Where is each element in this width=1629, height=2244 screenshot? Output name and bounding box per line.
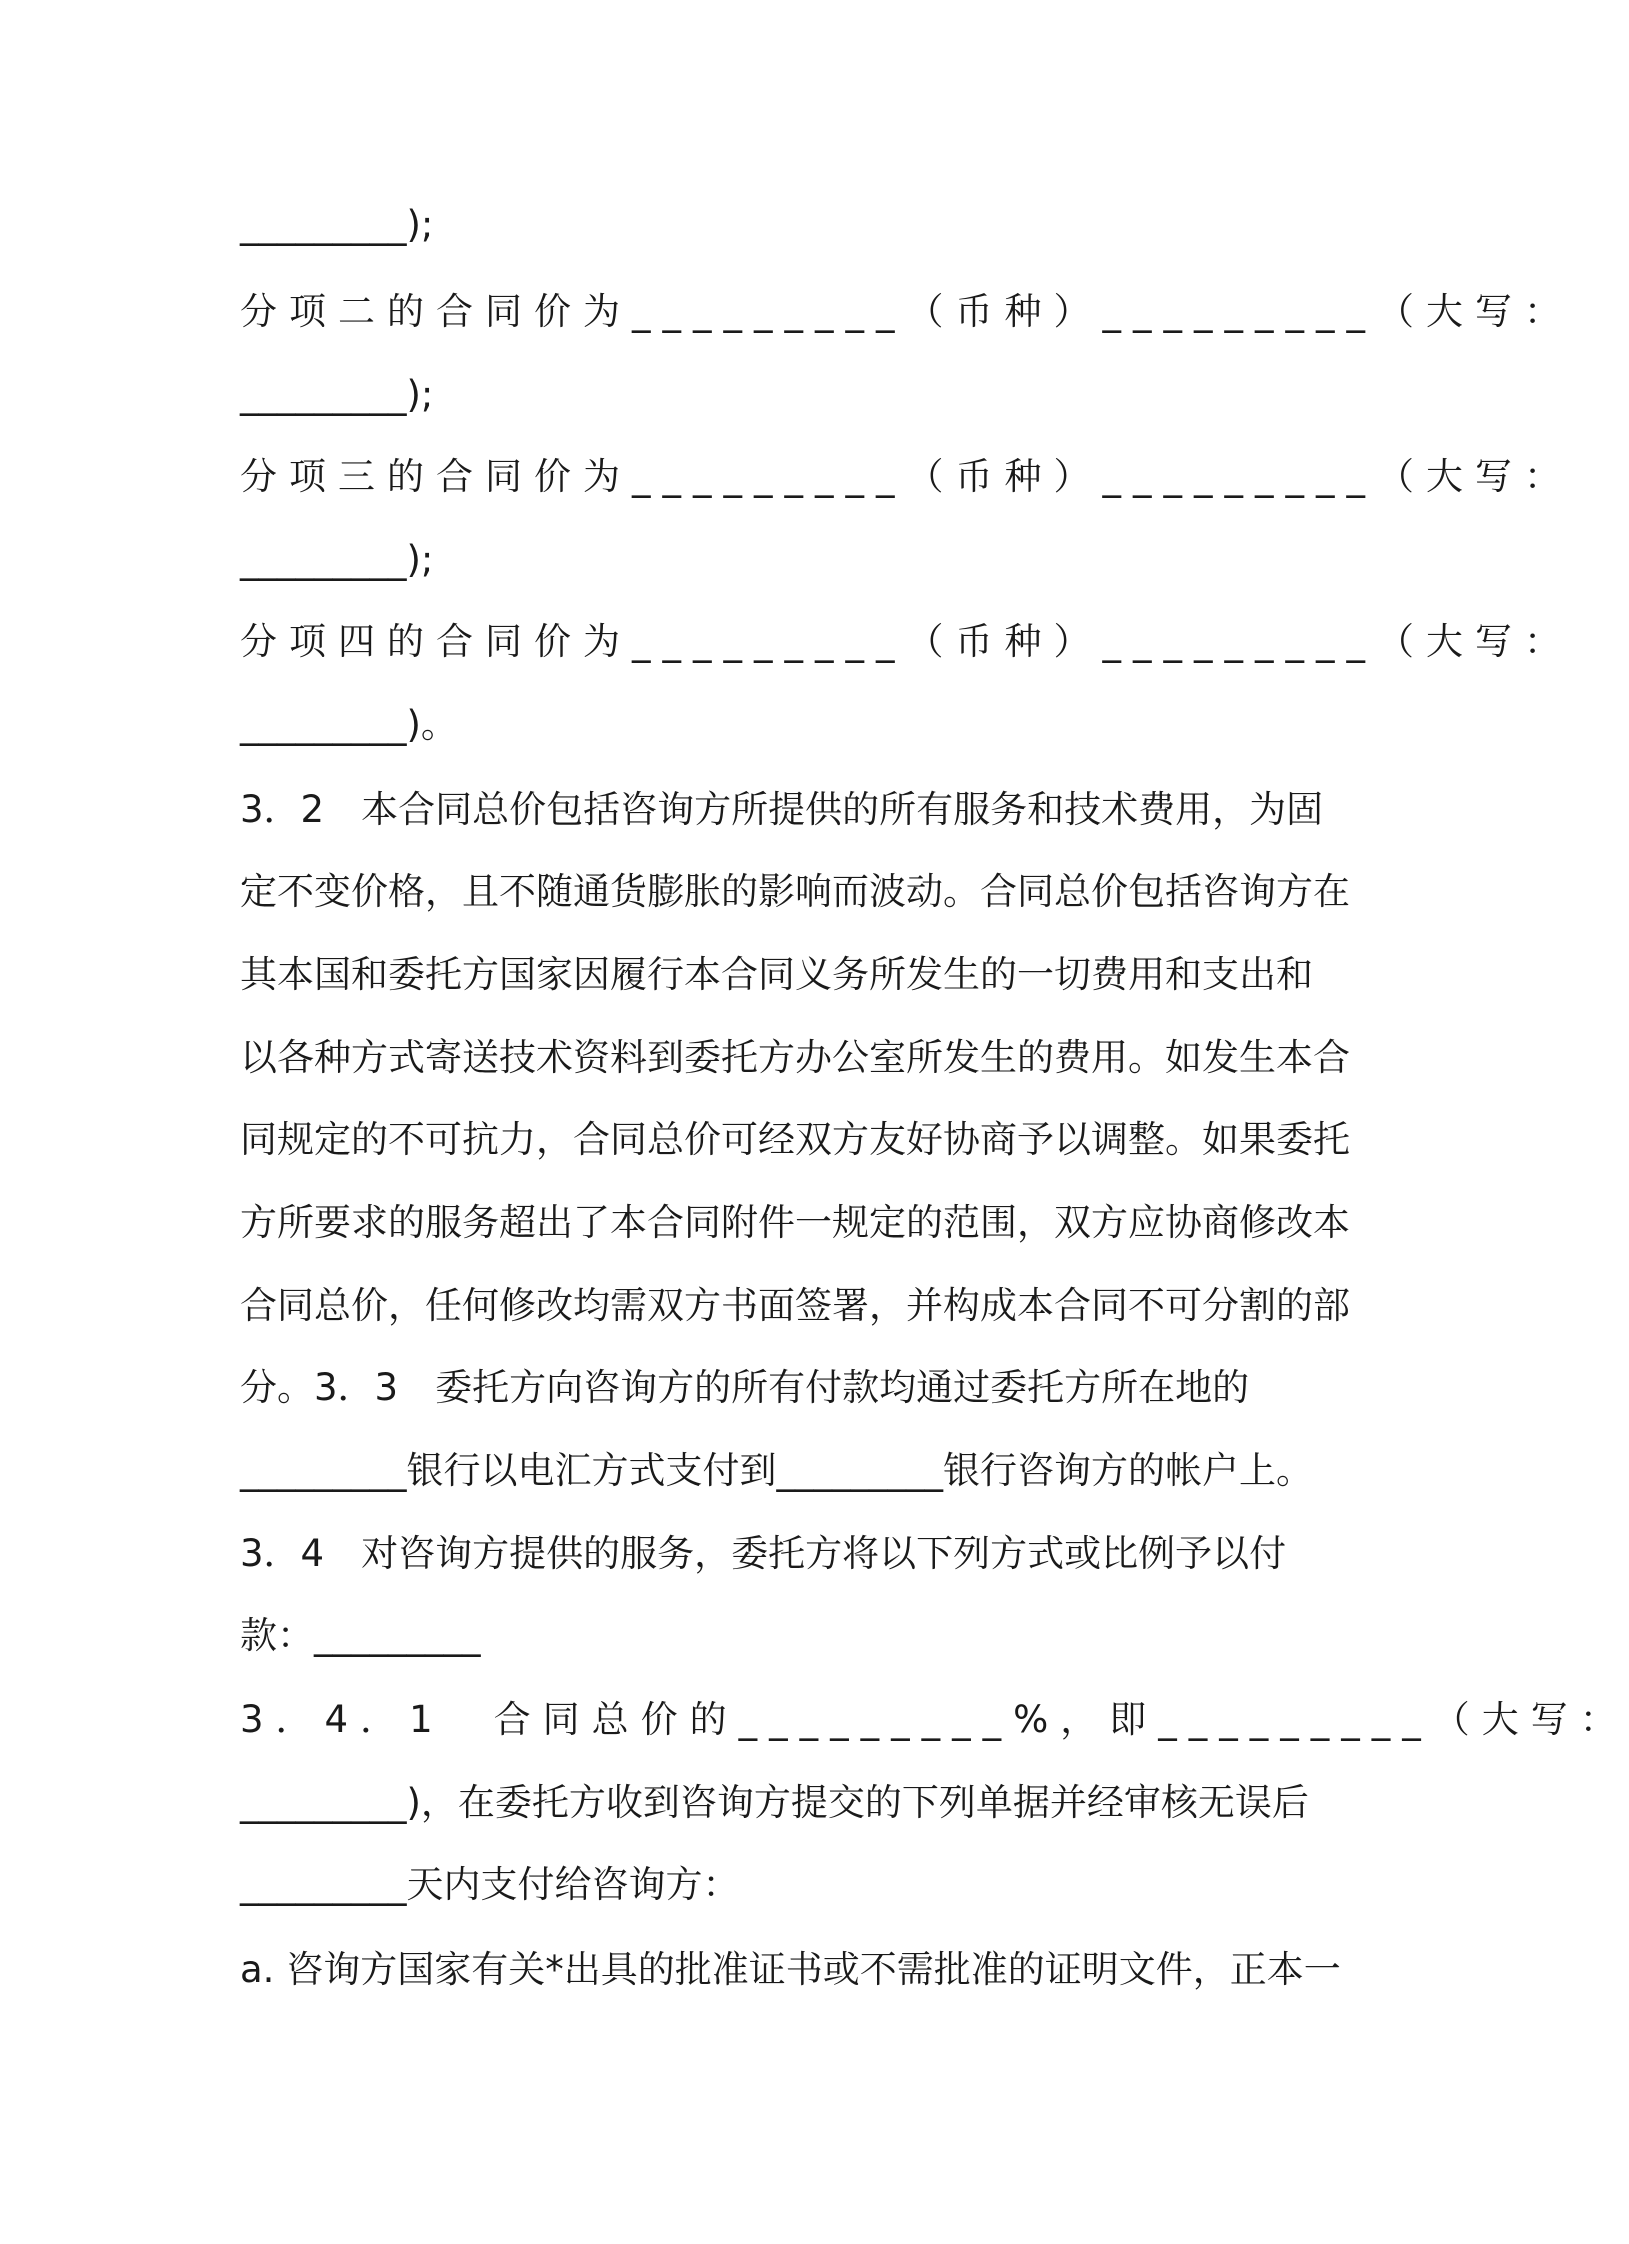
text-line-3: _________); bbox=[240, 373, 434, 416]
text-line-6: 分项四的合同价为_________（币种）_________（大写： bbox=[240, 620, 1573, 663]
text-line-15: 分。3．3 委托方向咨询方的所有付款均通过委托方所在地的 bbox=[240, 1366, 1250, 1409]
text-line-17: 3．4 对咨询方提供的服务，委托方将以下列方式或比例予以付 bbox=[240, 1532, 1287, 1575]
text-line-16: _________银行以电汇方式支付到_________银行咨询方的帐户上。 bbox=[240, 1449, 1313, 1492]
text-line-1: _________); bbox=[240, 203, 434, 246]
text-line-19: 3．4．1 合同总价的_________%，即_________（大写： bbox=[240, 1698, 1629, 1741]
text-line-11: 以各种方式寄送技术资料到委托方办公室所发生的费用。如发生本合 bbox=[240, 1036, 1350, 1079]
text-line-8: 3．2 本合同总价包括咨询方所提供的所有服务和技术费用，为固 bbox=[240, 788, 1324, 831]
text-line-2: 分项二的合同价为_________（币种）_________（大写： bbox=[240, 290, 1573, 333]
text-line-9: 定不变价格，且不随通货膨胀的影响而波动。合同总价包括咨询方在 bbox=[240, 870, 1350, 913]
text-line-5: _________); bbox=[240, 538, 434, 581]
text-line-22: a. 咨询方国家有关*出具的批准证书或不需批准的证明文件，正本一 bbox=[240, 1948, 1341, 1991]
text-line-7: _________)。 bbox=[240, 703, 458, 746]
text-line-13: 方所要求的服务超出了本合同附件一规定的范围，双方应协商修改本 bbox=[240, 1201, 1350, 1244]
text-line-20: _________)，在委托方收到咨询方提交的下列单据并经审核无误后 bbox=[240, 1781, 1309, 1824]
text-line-12: 同规定的不可抗力，合同总价可经双方友好协商予以调整。如果委托 bbox=[240, 1118, 1350, 1161]
text-line-18: 款：_________ bbox=[240, 1614, 481, 1657]
text-line-4: 分项三的合同价为_________（币种）_________（大写： bbox=[240, 455, 1573, 498]
text-line-21: _________天内支付给咨询方： bbox=[240, 1863, 740, 1906]
text-line-10: 其本国和委托方国家因履行本合同义务所发生的一切费用和支出和 bbox=[240, 953, 1313, 996]
text-line-14: 合同总价，任何修改均需双方书面签署，并构成本合同不可分割的部 bbox=[240, 1284, 1350, 1327]
